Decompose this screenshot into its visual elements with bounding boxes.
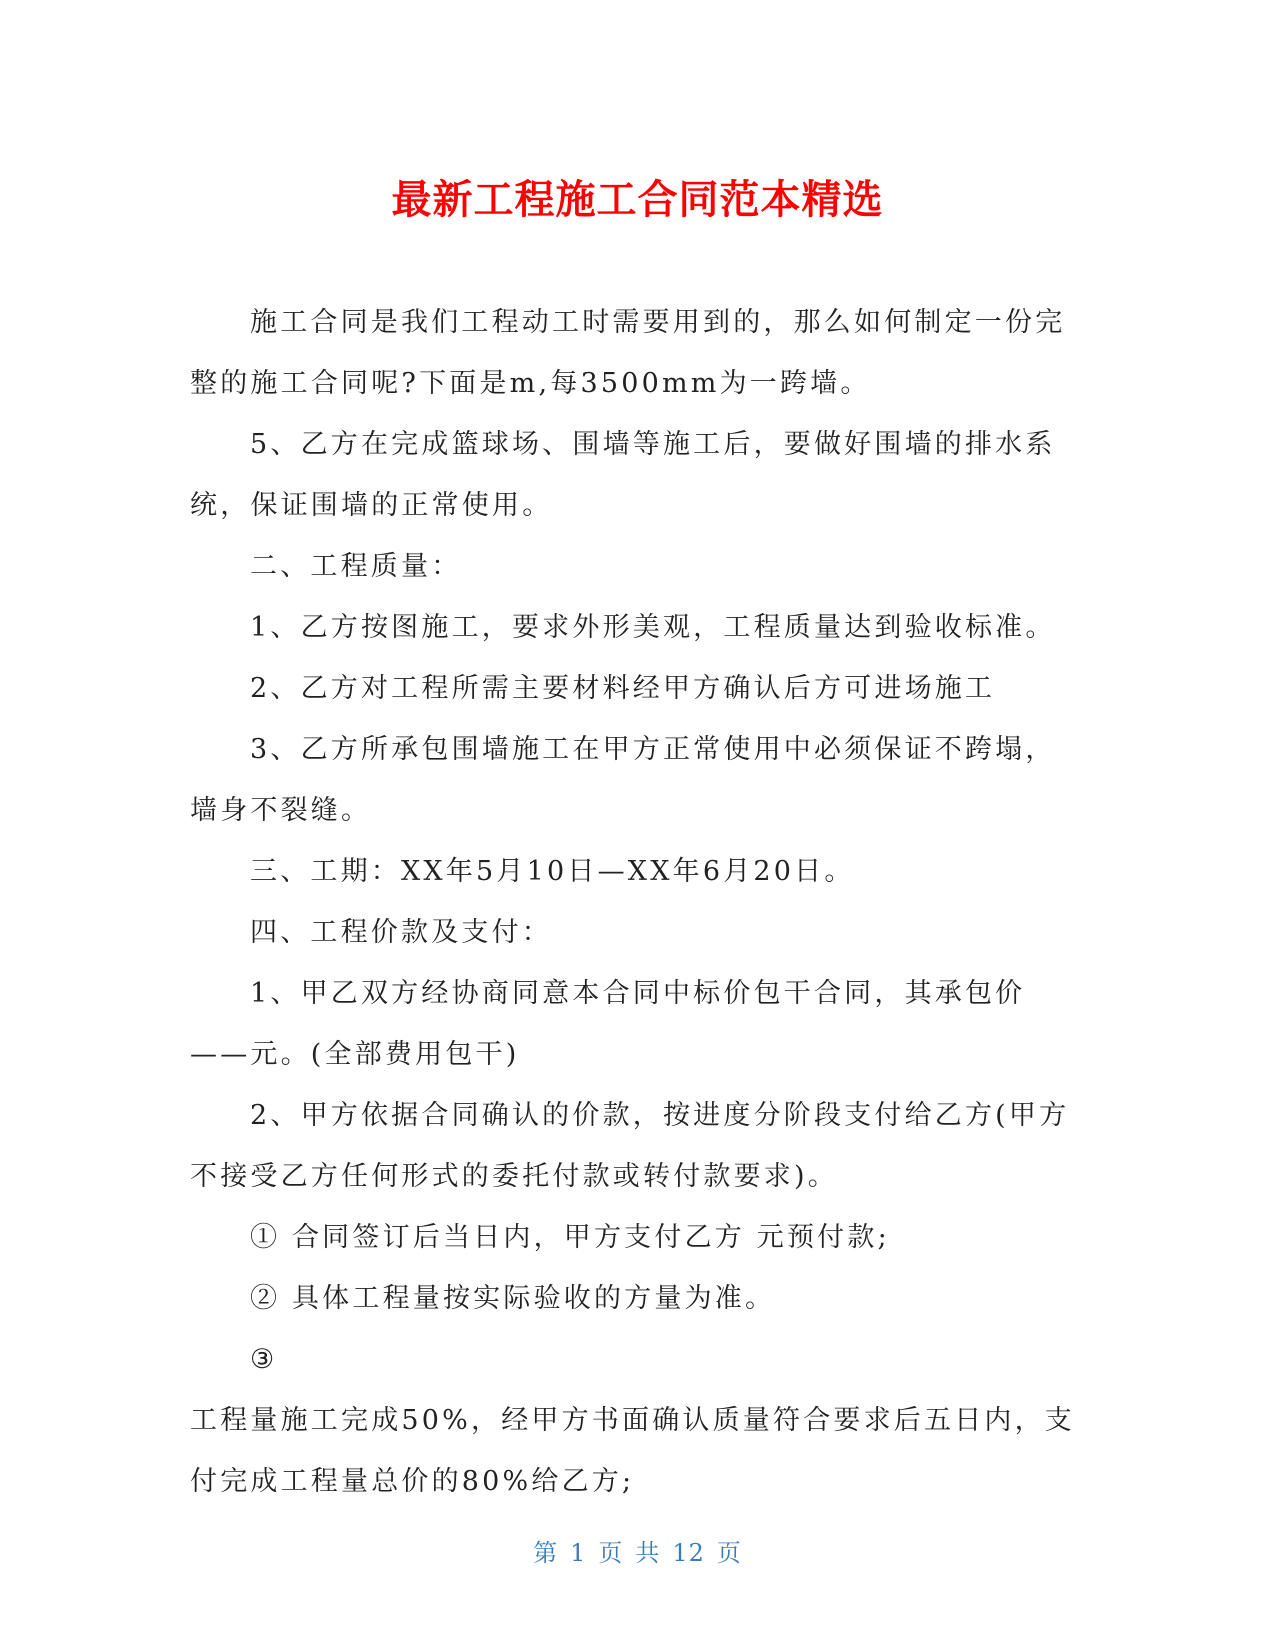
document-title: 最新工程施工合同范本精选: [391, 177, 884, 223]
footer-suffix: 页: [716, 1539, 742, 1567]
page-footer: [0, 1533, 1275, 1568]
footer-prefix: 第: [533, 1539, 559, 1567]
paragraph: 工程量施工完成50%，经甲方书面确认质量符合要求后五日内，支付完成工程量总价的80%给乙方;: [190, 1405, 1076, 1497]
section-heading: 二、工程质量：: [250, 551, 462, 582]
footer-current-page: 1: [570, 1539, 587, 1567]
paragraph: 1、乙方按图施工，要求外形美观，工程质量达到验收标准。: [250, 612, 1056, 643]
document-body: [190, 292, 1080, 1512]
section-heading: 四、工程价款及支付：: [250, 917, 552, 948]
paragraph: 2、乙方对工程所需主要材料经甲方确认后方可进场施工: [250, 673, 996, 704]
list-item: ② 具体工程量按实际验收的方量为准。: [250, 1283, 776, 1314]
footer-mid: 页: [598, 1539, 624, 1567]
paragraph: 施工合同是我们工程动工时需要用到的，那么如何制定一份完整的施工合同呢?下面是m,每3500mm为一跨墙。: [190, 307, 1066, 399]
paragraph: 3、乙方所承包围墙施工在甲方正常使用中必须保证不跨塌，墙身不裂缝。: [190, 734, 1056, 826]
footer-total-prefix: 共: [635, 1539, 661, 1567]
list-item: ③: [250, 1344, 278, 1375]
footer-total-pages: 12: [672, 1539, 705, 1567]
list-item: ① 合同签订后当日内，甲方支付乙方 元预付款;: [250, 1222, 890, 1253]
paragraph: 2、甲方依据合同确认的价款，按进度分阶段支付给乙方(甲方不接受乙方任何形式的委托付款或转付款要求)。: [190, 1100, 1070, 1192]
section-heading: 三、工期：XX年5月10日—XX年6月20日。: [250, 856, 855, 887]
paragraph: 1、甲乙双方经协商同意本合同中标价包干合同，其承包价——元。(全部费用包干): [190, 978, 1026, 1070]
paragraph: 5、乙方在完成篮球场、围墙等施工后，要做好围墙的排水系统，保证围墙的正常使用。: [190, 429, 1056, 521]
